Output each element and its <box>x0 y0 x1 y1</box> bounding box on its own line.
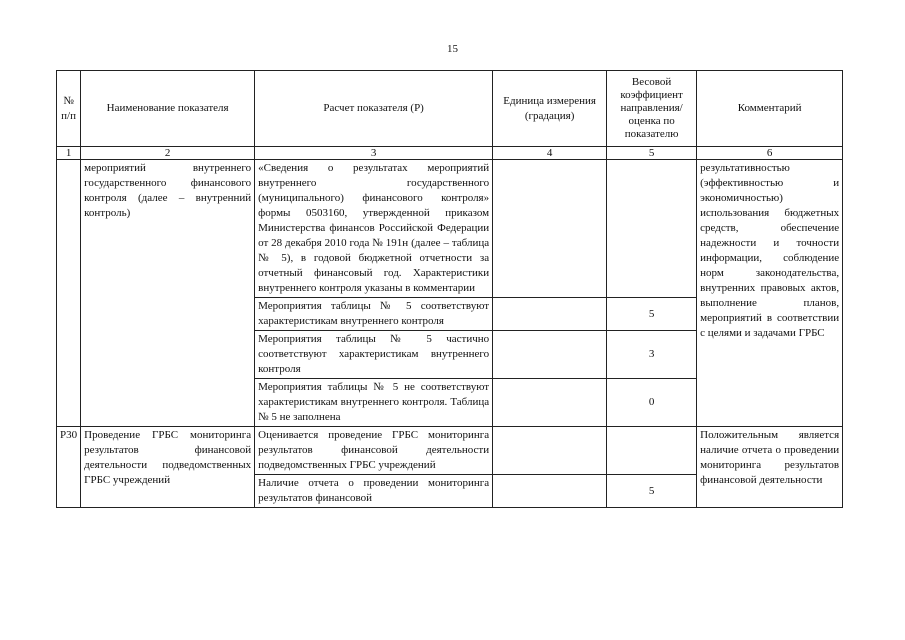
score-cell <box>607 160 697 298</box>
score-cell: 5 <box>607 298 697 331</box>
indicator-name: мероприятий внутреннего государственного финансового контроля (далее – внутренний контроль) <box>81 160 255 427</box>
col-number: 5 <box>607 147 697 160</box>
col-number: 3 <box>255 147 493 160</box>
col-number: 1 <box>57 147 81 160</box>
calc-option: Наличие отчета о проведении мониторинга результатов финансовой <box>255 475 493 508</box>
indicator-name: Проведение ГРБС мониторинга результатов финансовой деятельности подведомственных ГРБС учреждений <box>81 427 255 508</box>
header-name: Наименование показателя <box>81 71 255 147</box>
col-number: 6 <box>697 147 843 160</box>
table-row <box>57 427 843 475</box>
unit-cell <box>493 379 607 427</box>
score-cell: 0 <box>607 379 697 427</box>
evaluation-table <box>56 70 843 508</box>
unit-cell <box>493 298 607 331</box>
unit-cell <box>493 331 607 379</box>
header-unit: Единица измерения (градация) <box>493 71 607 147</box>
calc-option: Мероприятия таблицы № 5 частично соответствуют характеристикам внутреннего контроля <box>255 331 493 379</box>
unit-cell <box>493 427 607 475</box>
page-number: 15 <box>447 43 458 55</box>
column-number-row <box>57 147 843 160</box>
row-num <box>57 160 81 427</box>
calc-description: «Сведения о результатах мероприятий внутреннего государственного (муниципального) финансового контроля» формы 0503160, утвержденной приказом Министерства финансов Российской Федерации от 28 декабря 2010 года № 191н (далее – таблица № 5), в годовой бюджетной отчетности за отчетный финансовый год. Характеристики внутреннего контроля указаны в комментарии <box>255 160 493 298</box>
unit-cell <box>493 160 607 298</box>
header-weight: Весовой коэффициент направления/ оценка по показателю <box>607 71 697 147</box>
calc-option: Мероприятия таблицы № 5 соответствуют характеристикам внутреннего контроля <box>255 298 493 331</box>
unit-cell <box>493 475 607 508</box>
col-number: 4 <box>493 147 607 160</box>
calc-description: Оценивается проведение ГРБС мониторинга результатов финансовой деятельности подведомственных ГРБС учреждений <box>255 427 493 475</box>
table-row <box>57 160 843 298</box>
score-cell <box>607 427 697 475</box>
score-cell: 3 <box>607 331 697 379</box>
row-num: Р30 <box>57 427 81 508</box>
comment-cell: результативностью (эффективностью и экономичностью) использования бюджетных средств, обеспечение надежности и точности информации, соблюдение норм законодательства, внутренних правовых актов, выполнение планов, мероприятий в соответствии с целями и задачами ГРБС <box>697 160 843 427</box>
calc-option: Мероприятия таблицы № 5 не соответствуют характеристикам внутреннего контроля. Таблица № 5 не заполнена <box>255 379 493 427</box>
header-calc: Расчет показателя (Р) <box>255 71 493 147</box>
header-row <box>57 71 843 147</box>
header-num: № п/п <box>57 71 81 147</box>
header-comment: Комментарий <box>697 71 843 147</box>
col-number: 2 <box>81 147 255 160</box>
comment-cell: Положительным является наличие отчета о проведении мониторинга результатов финансовой деятельности <box>697 427 843 508</box>
score-cell: 5 <box>607 475 697 508</box>
